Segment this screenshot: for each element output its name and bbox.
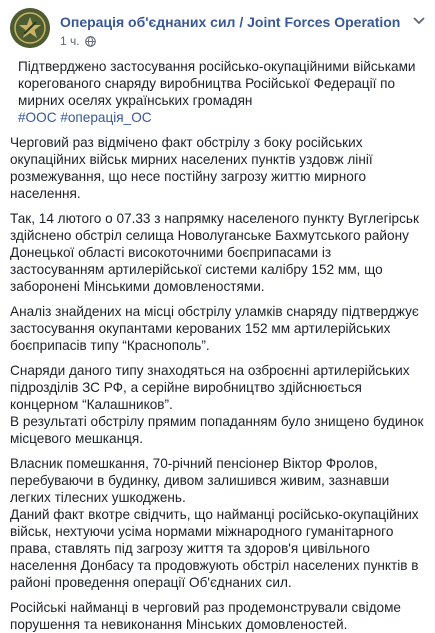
paragraph-2: Так, 14 лютого о 07.33 з напрямку населеного пункту Вуглегірськ здійснено обстріл селища Новолуганське Бахмутського району Донецької області високоточними боєприпасами із застосуванням артилерійської системи калібру 152 мм, що заборонені Мінськими домовленостями. xyxy=(10,211,419,294)
paragraph-5a: Власник помешкання, 70-річний пенсіонер Віктор Фролов, перебуваючи в будинку, дивом залишився живим, зазнавши легких тілесних ушкоджень. xyxy=(10,456,390,505)
paragraph-5b: Даний факт вкотре свідчить, що найманці російсько-окупаційних військ, нехтуючи усіма нормами міжнародного гуманітарного права, ставлять під загрозу життя та здоров'я цивільного населення Донбасу та продовжують обстріл населених пунктів в районі проведення операції Об'єднаних сил. xyxy=(10,507,419,590)
hashtags xyxy=(10,109,425,126)
paragraph-4b: В результаті обстрілу прямим попаданням було знищено будинок місцевого мешканця. xyxy=(10,414,424,446)
paragraph-1: Черговий раз відмічено факт обстрілу з боку російських окупаційних військ мирних населених пунктів уздовж лінії розмежування, що несе постійну загрозу життю мирного населення. xyxy=(10,135,373,201)
page-name-link[interactable]: Операція об'єднаних сил / Joint Forces Operation xyxy=(60,14,401,30)
hashtag-operatsiia-os[interactable]: #операція_ОС xyxy=(60,110,152,125)
post-headline: Підтверджено застосування російсько-окупаційними військами корегованого снаряду виробництва Російської Федерації по мирних оселях українських громадян xyxy=(18,59,416,108)
post-timestamp[interactable]: 1 ч. xyxy=(60,34,80,48)
hashtag-oos[interactable]: #ООС xyxy=(18,110,57,125)
post-header xyxy=(10,8,427,52)
joint-forces-emblem-icon xyxy=(10,8,50,48)
post-meta xyxy=(60,34,96,50)
paragraph-6: Російські найманці в черговий раз продемонстрували свідоме порушення та невиконання Мінських домовленостей. xyxy=(10,600,401,632)
post-body xyxy=(10,58,425,633)
chevron-down-icon[interactable] xyxy=(411,12,427,28)
globe-icon xyxy=(85,36,96,50)
paragraph-3: Аналіз знайдених на місці обстрілу уламків снаряду підтверджує застосування окупантами керованих 152 мм артилерійських боєприпасів типу “Краснополь”. xyxy=(10,304,419,353)
paragraph-4a: Снаряди даного типу знаходяться на озброєнні артилерійських підрозділів ЗС РФ, а серійне виробництво здійснюється концерном “Калашников”. xyxy=(10,363,410,412)
page-avatar[interactable] xyxy=(10,8,50,48)
